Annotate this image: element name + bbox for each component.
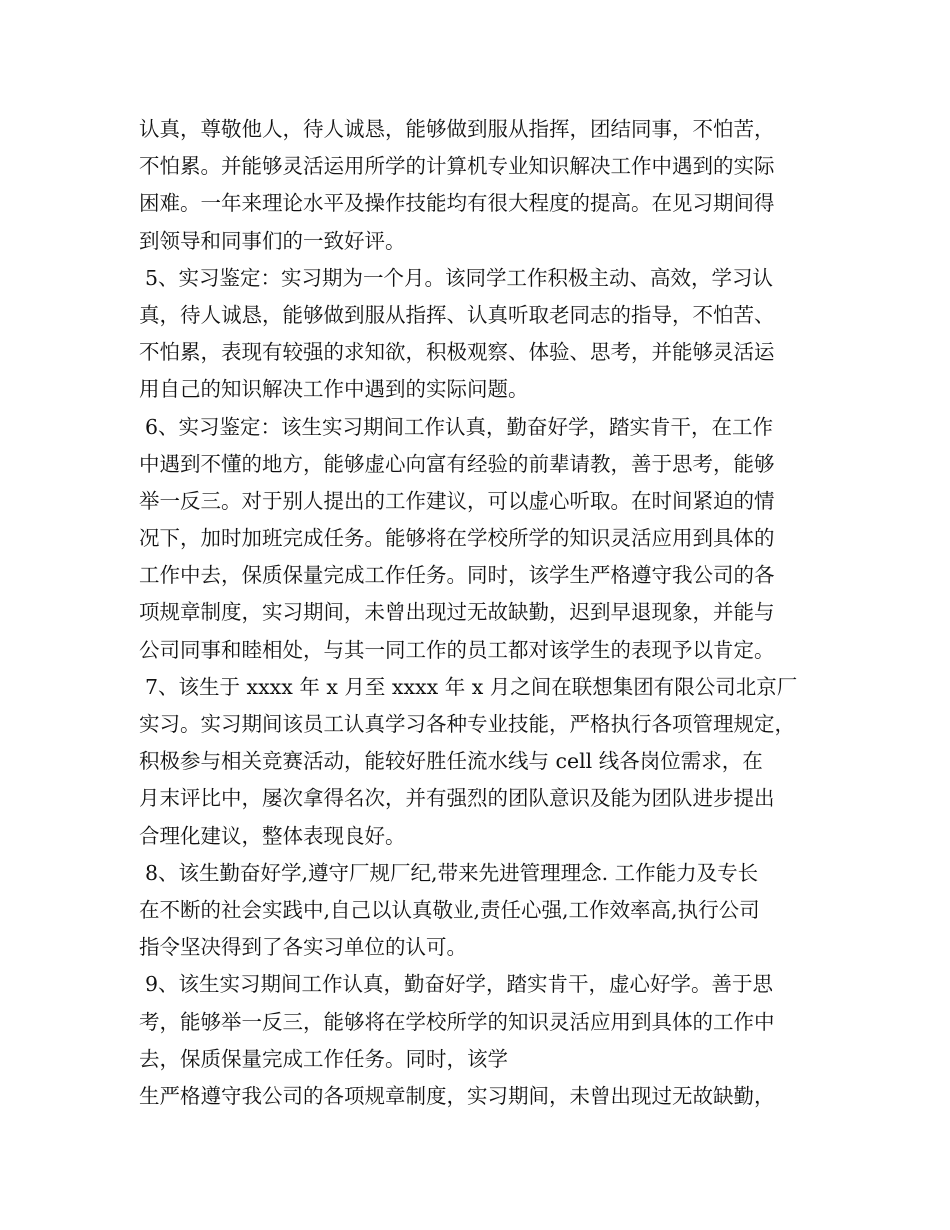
text-line-15: 公司同事和睦相处，与其一同工作的员工都对该学生的表现予以肯定。 bbox=[139, 637, 775, 662]
text-line-18: 积极参与相关竞赛活动，能较好胜任流水线与 cell 线各岗位需求，在 bbox=[139, 749, 763, 774]
document-body bbox=[139, 111, 829, 1115]
text-line-24: 9、该生实习期间工作认真，勤奋好学，踏实肯干，虚心好学。善于思 bbox=[145, 972, 774, 997]
text-line-21: 8、该生勤奋好学,遵守厂规厂纪,带来先进管理理念. 工作能力及专长 bbox=[145, 860, 759, 885]
text-line-26: 去，保质保量完成工作任务。同时，该学 bbox=[139, 1046, 508, 1071]
text-line-11: 举一反三。对于别人提出的工作建议，可以虚心听取。在时间紧迫的情 bbox=[139, 488, 775, 513]
text-line-12: 况下，加时加班完成任务。能够将在学校所学的知识灵活应用到具体的 bbox=[139, 526, 775, 551]
text-line-10: 中遇到不懂的地方，能够虚心向富有经验的前辈请教，善于思考，能够 bbox=[139, 451, 775, 476]
text-line-7: 不怕累，表现有较强的求知欲，积极观察、体验、思考，并能够灵活运 bbox=[139, 340, 775, 365]
text-line-16: 7、该生于 xxxx 年 x 月至 xxxx 年 x 月之间在联想集团有限公司北京厂 bbox=[145, 674, 798, 699]
text-line-23: 指令坚决得到了各实习单位的认可。 bbox=[139, 935, 467, 960]
text-line-13: 工作中去，保质保量完成工作任务。同时，该学生严格遵守我公司的各 bbox=[139, 563, 775, 588]
text-line-22: 在不断的社会实践中,自己以认真敬业,责任心强,工作效率高,执行公司 bbox=[139, 897, 760, 922]
text-line-4: 到领导和同事们的一致好评。 bbox=[139, 228, 406, 253]
text-line-17: 实习。实习期间该员工认真学习各种专业技能，严格执行各项管理规定， bbox=[139, 712, 795, 736]
text-line-25: 考，能够举一反三，能够将在学校所学的知识灵活应用到具体的工作中 bbox=[139, 1009, 775, 1034]
text-line-6: 真，待人诚恳，能够做到服从指挥、认真听取老同志的指导，不怕苦、 bbox=[139, 302, 775, 327]
text-line-5: 5、实习鉴定：实习期为一个月。该同学工作积极主动、高效，学习认 bbox=[145, 265, 774, 290]
text-line-19: 月末评比中，屡次拿得名次，并有强烈的团队意识及能为团队进步提出 bbox=[139, 786, 775, 811]
text-line-8: 用自己的知识解决工作中遇到的实际问题。 bbox=[139, 377, 529, 402]
text-line-27: 生严格遵守我公司的各项规章制度，实习期间，未曾出现过无故缺勤， bbox=[139, 1083, 775, 1108]
text-line-20: 合理化建议，整体表现良好。 bbox=[139, 823, 406, 848]
text-line-2: 不怕累。并能够灵活运用所学的计算机专业知识解决工作中遇到的实际 bbox=[139, 154, 775, 179]
text-line-1: 认真，尊敬他人，待人诚恳，能够做到服从指挥，团结同事，不怕苦， bbox=[139, 117, 775, 141]
text-line-3: 困难。一年来理论水平及操作技能均有很大程度的提高。在见习期间得 bbox=[139, 191, 775, 216]
text-line-14: 项规章制度，实习期间，未曾出现过无故缺勤，迟到早退现象，并能与 bbox=[139, 600, 775, 625]
text-line-9: 6、实习鉴定：该生实习期间工作认真，勤奋好学，踏实肯干，在工作 bbox=[145, 414, 774, 439]
